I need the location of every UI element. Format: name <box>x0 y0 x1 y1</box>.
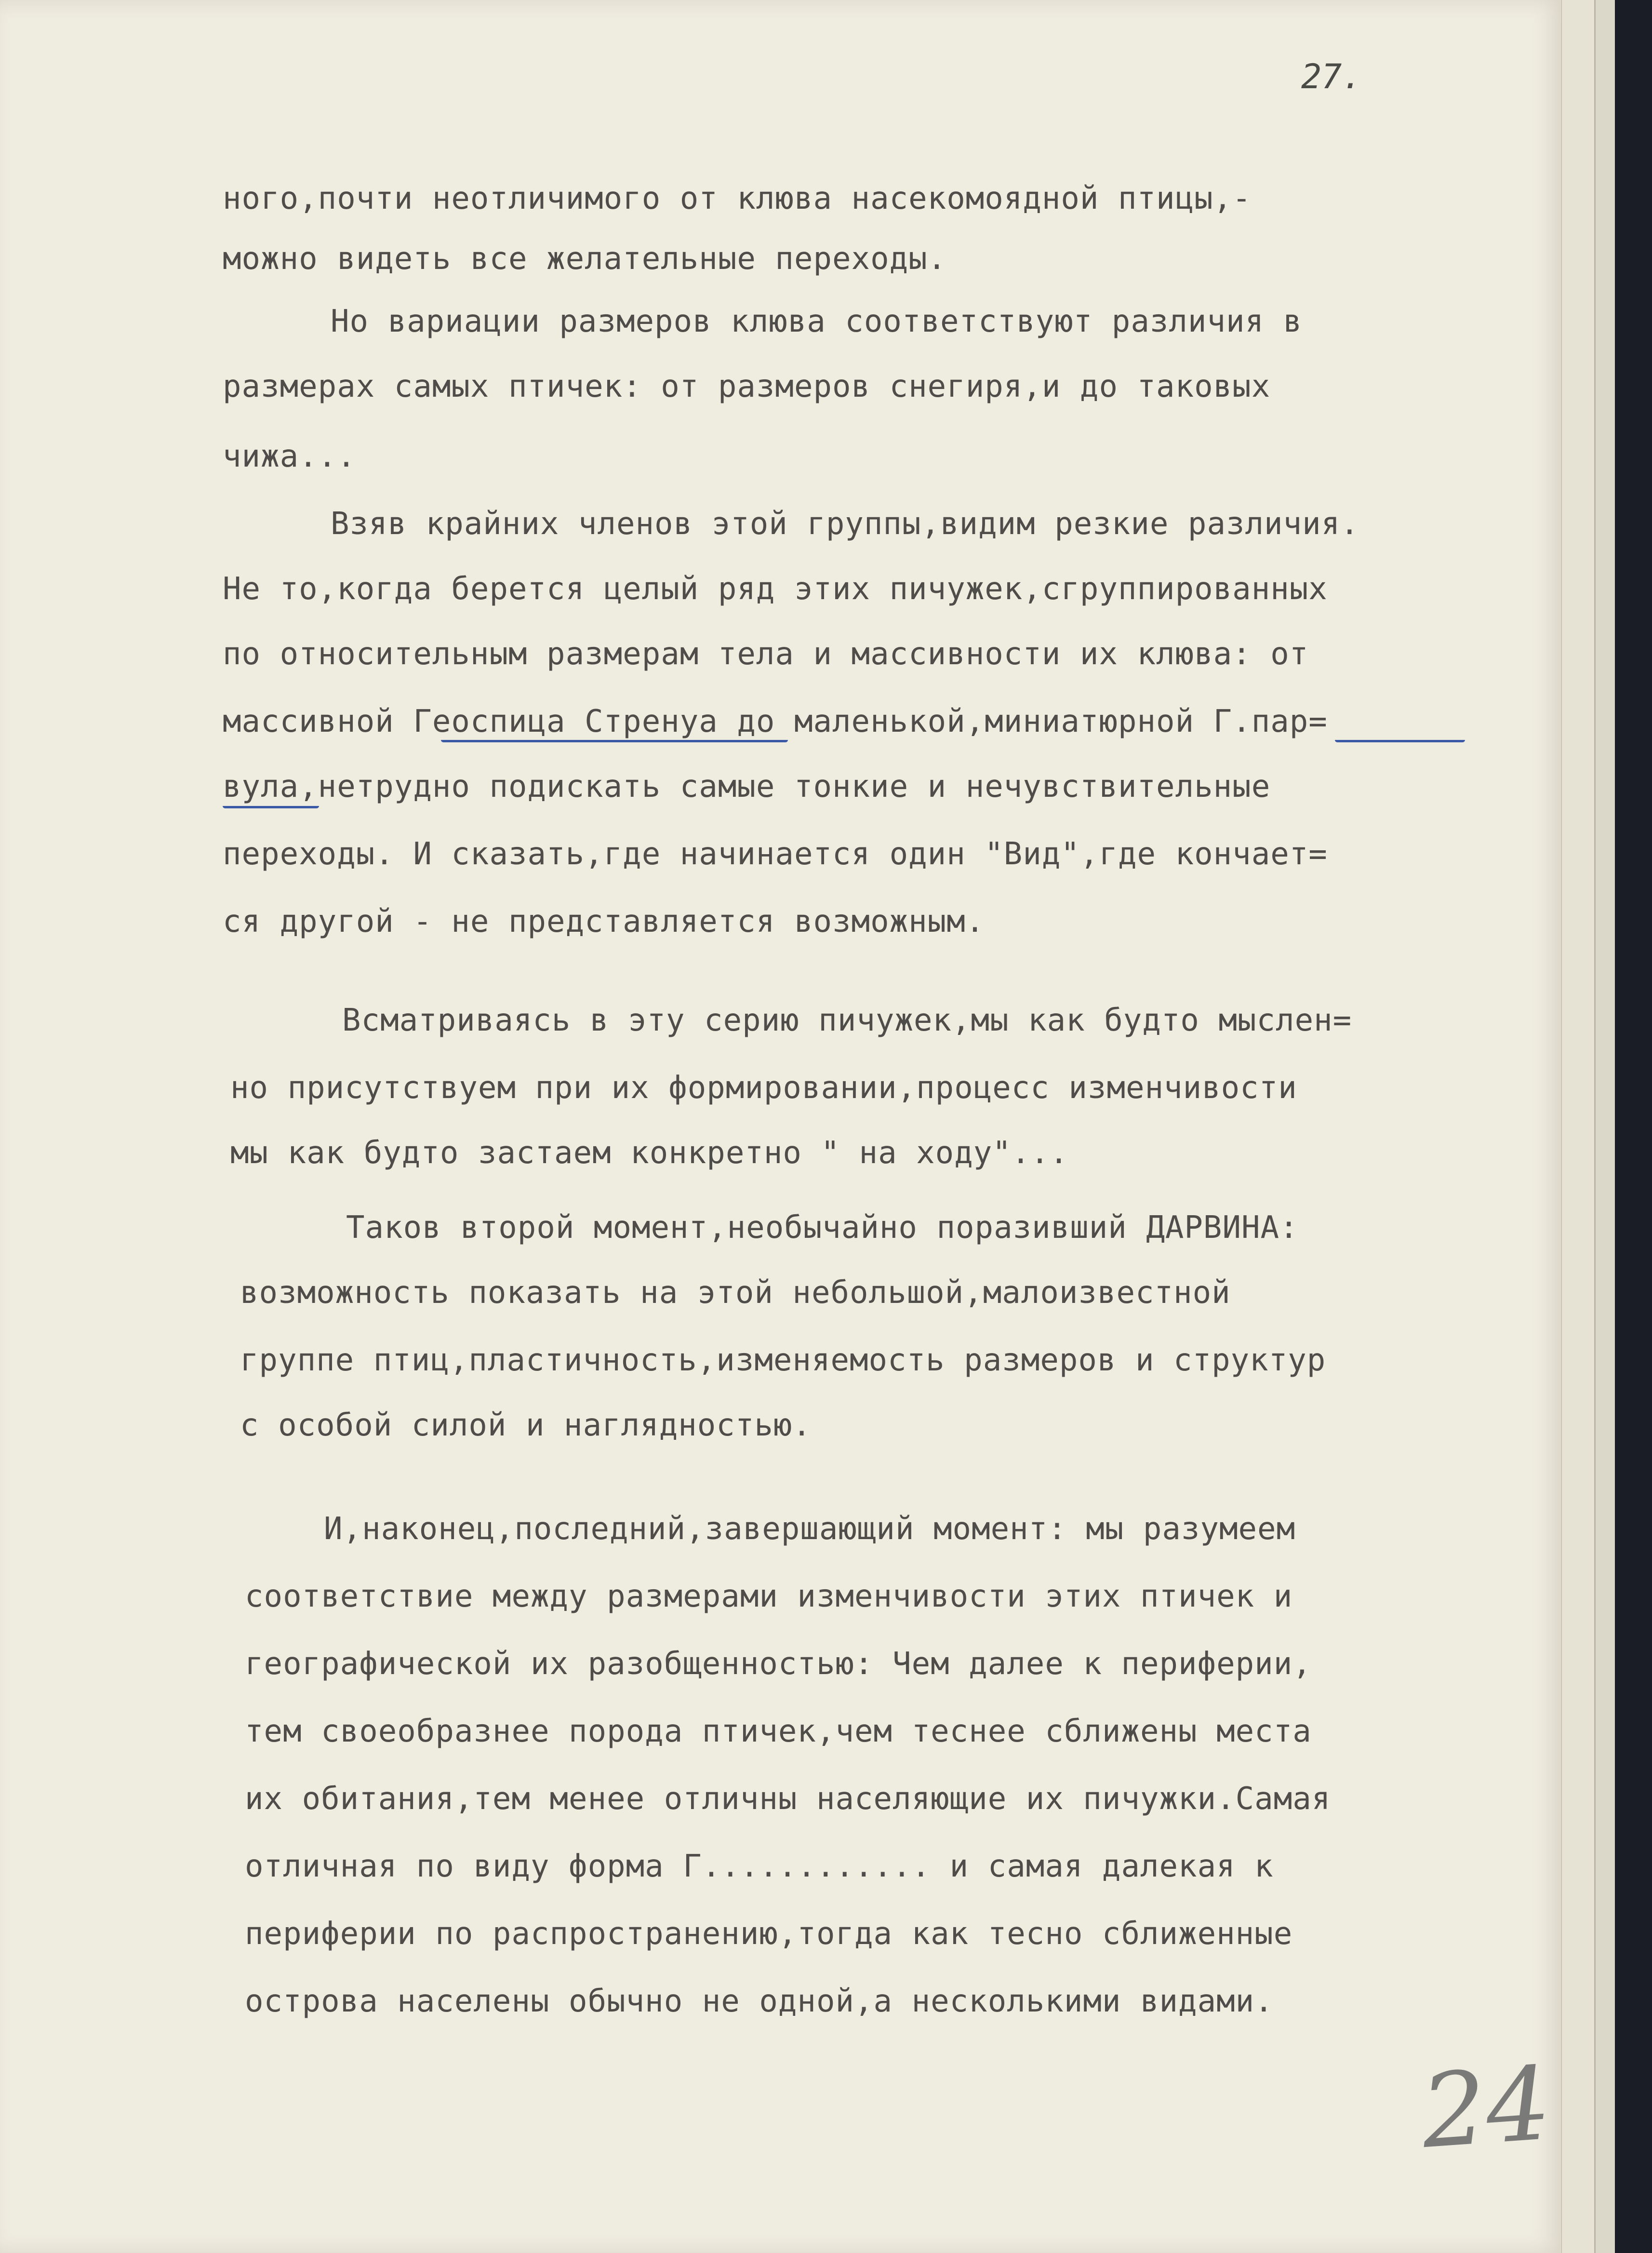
text-line: массивной Геоспица Стренуа до маленькой,миниатюрной Г.пар= <box>223 704 1328 739</box>
text-line: размерах самых птичек: от размеров снегиря,и до таковых <box>223 369 1271 404</box>
text-line: Но вариации размеров клюва соответствуют различия в <box>331 304 1303 339</box>
text-line: ся другой - не представляется возможным. <box>223 904 985 939</box>
archive-folio-number: 24 <box>1417 2044 1555 2172</box>
page-number: 27. <box>1301 57 1362 96</box>
text-line: Не то,когда берется целый ряд этих пичужек,сгруппированных <box>223 571 1328 607</box>
text-line: с особой силой и наглядностью. <box>240 1408 812 1443</box>
handwritten-underline <box>1335 740 1465 742</box>
text-line: ного,почти неотличимого от клюва насекомоядной птицы,- <box>223 181 1252 216</box>
text-line: мы как будто застаем конкретно " на ходу"... <box>230 1135 1069 1171</box>
handwritten-underline <box>223 806 319 808</box>
text-line: вула,нетрудно подискать самые тонкие и нечувствительные <box>223 769 1271 805</box>
page-stack-edge <box>1594 0 1615 2253</box>
text-line: острова населены обычно не одной,а несколькими видами. <box>245 1984 1274 2019</box>
text-line: по относительным размерам тела и массивности их клюва: от <box>223 636 1309 672</box>
text-line: чижа... <box>223 439 356 474</box>
text-line: И,наконец,последний,завершающий момент: мы разумеем <box>324 1511 1296 1547</box>
text-line: соответствие между размерами изменчивости этих птичек и <box>245 1579 1293 1614</box>
text-line: Таков второй момент,необычайно поразивший ДАРВИНА: <box>346 1210 1299 1246</box>
text-line: переходы. И сказать,где начинается один "Вид",где кончает= <box>223 836 1328 872</box>
text-line: возможность показать на этой небольшой,малоизвестной <box>240 1275 1231 1311</box>
text-line: можно видеть все желательные переходы. <box>223 241 947 277</box>
page-stack-edge <box>1560 0 1596 2253</box>
text-line: группе птиц,пластичность,изменяемость размеров и структур <box>240 1342 1326 1378</box>
text-line: Всматриваясь в эту серию пичужек,мы как будто мыслен= <box>342 1003 1352 1038</box>
text-line: тем своеобразнее порода птичек,чем теснее сближены места <box>245 1714 1312 1749</box>
text-line: отличная по виду форма Г............ и самая далекая к <box>245 1849 1274 1884</box>
text-line: географической их разобщенностью: Чем далее к периферии, <box>245 1646 1312 1682</box>
text-line: но присутствуем при их формировании,процесс изменчивости <box>230 1070 1297 1106</box>
handwritten-underline <box>441 740 788 742</box>
text-line: Взяв крайних членов этой группы,видим резкие различия. <box>331 506 1359 542</box>
text-line: их обитания,тем менее отличны населяющие их пичужки.Самая <box>245 1781 1331 1817</box>
text-line: периферии по распространению,тогда как тесно сближенные <box>245 1916 1293 1952</box>
